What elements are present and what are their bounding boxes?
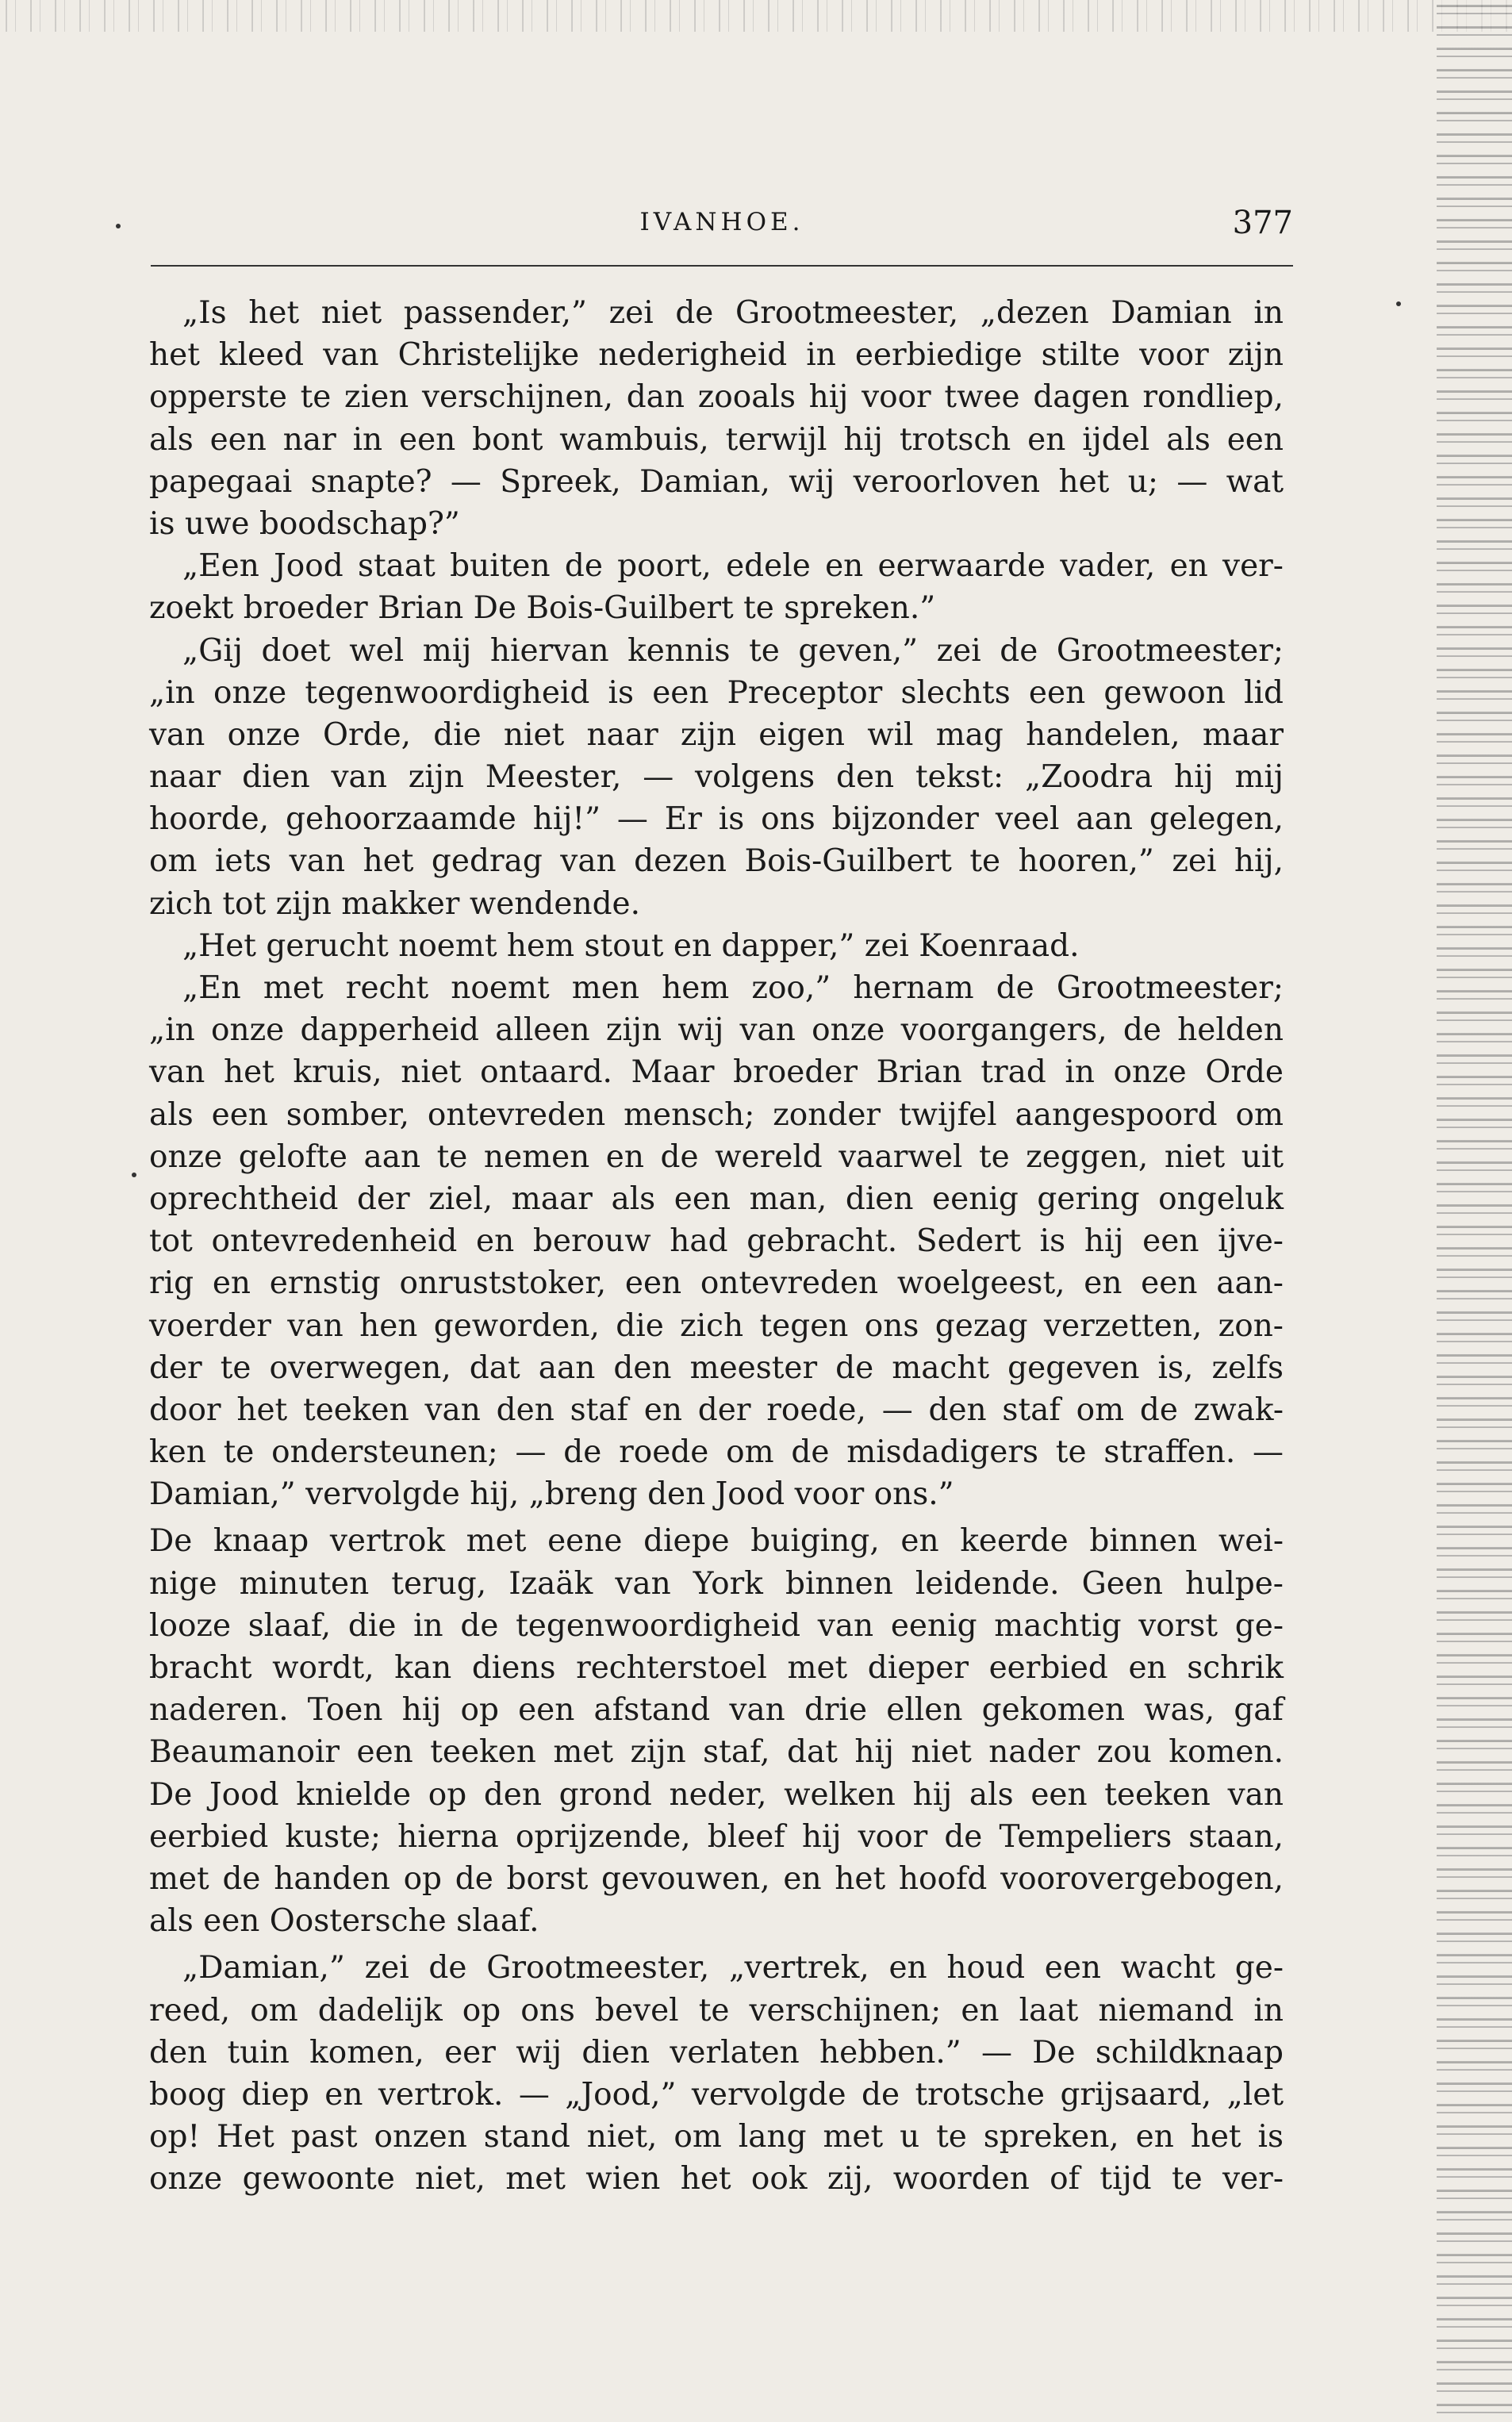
text-line: „Een Jood staat buiten de poort, edele en eerwaarde vader, en ver- — [182, 548, 1284, 585]
text-line: onze gelofte aan te nemen en de wereld vaarwel te zeggen, niet uit — [149, 1138, 1284, 1175]
text-line: naderen. Toen hij op een afstand van drie ellen gekomen was, gaf — [149, 1692, 1284, 1729]
text-line: „En met recht noemt men hem zoo,” hernam de Grootmeester; — [182, 970, 1284, 1006]
text-line: zoekt broeder Brian De Bois-Guilbert te spreken.” — [149, 590, 936, 627]
text-line: zich tot zijn makker wendende. — [149, 885, 641, 922]
text-line: van onze Orde, die niet naar zijn eigen wil mag handelen, maar — [149, 716, 1284, 753]
text-line: nige minuten terug, Izaäk van York binnen leidende. Geen hulpe- — [149, 1565, 1284, 1602]
ink-speck — [116, 224, 121, 228]
ink-speck — [1396, 301, 1401, 306]
text-line: hoorde, gehoorzaamde hij!” — Er is ons bijzonder veel aan gelegen, — [149, 801, 1284, 838]
text-line: voerder van hen geworden, die zich tegen ons gezag verzetten, zon- — [149, 1307, 1284, 1344]
text-line: looze slaaf, die in de tegenwoordigheid van eenig machtig vorst ge- — [149, 1607, 1284, 1644]
header-rule — [151, 265, 1293, 267]
text-line: „in onze tegenwoordigheid is een Preceptor slechts een gewoon lid — [149, 674, 1284, 711]
body-text — [149, 292, 1284, 2200]
text-line: den tuin komen, eer wij dien verlaten hebben.” — De schildknaap — [149, 2034, 1284, 2071]
text-line: „Is het niet passender,” zei de Grootmeester, „dezen Damian in — [182, 295, 1284, 331]
text-line: reed, om dadelijk op ons bevel te verschijnen; en laat niemand in — [149, 1992, 1284, 2029]
running-title: IVANHOE. — [639, 208, 804, 236]
text-line: onze gewoonte niet, met wien het ook zij, woorden of tijd te ver- — [149, 2161, 1284, 2197]
page-edge-top — [0, 0, 1512, 32]
text-line: boog diep en vertrok. — „Jood,” vervolgde de trotsche grijsaard, „let — [149, 2076, 1284, 2113]
text-line: opperste te zien verschijnen, dan zooals hij voor twee dagen rondliep, — [149, 379, 1284, 416]
text-line: De Jood knielde op den grond neder, welken hij als een teeken van — [149, 1776, 1284, 1813]
text-line: om iets van het gedrag van dezen Bois-Guilbert te hooren,” zei hij, — [149, 843, 1284, 880]
text-line: „in onze dapperheid alleen zijn wij van onze voorgangers, de helden — [149, 1012, 1284, 1049]
text-line: met de handen op de borst gevouwen, en het hoofd voorovergebogen, — [149, 1860, 1284, 1897]
page-header — [151, 197, 1293, 244]
page-number: 377 — [1232, 205, 1293, 241]
page-edge-right — [1437, 0, 1512, 2422]
text-line: als een somber, ontevreden mensch; zonder twijfel aangespoord om — [149, 1096, 1284, 1133]
text-line: papegaai snapte? — Spreek, Damian, wij veroorloven het u; — wat — [149, 463, 1284, 500]
text-line: van het kruis, niet ontaard. Maar broeder Brian trad in onze Orde — [149, 1054, 1284, 1091]
text-line: eerbied kuste; hierna oprijzende, bleef hij voor de Tempeliers staan, — [149, 1818, 1284, 1855]
text-line: der te overwegen, dat aan den meester de macht gegeven is, zelfs — [149, 1349, 1284, 1386]
text-line: op! Het past onzen stand niet, om lang met u te spreken, en het is — [149, 2119, 1284, 2155]
text-line: naar dien van zijn Meester, — volgens den tekst: „Zoodra hij mij — [149, 759, 1284, 796]
ink-speck — [132, 1173, 136, 1177]
text-line: als een nar in een bont wambuis, terwijl hij trotsch en ijdel als een — [149, 421, 1284, 458]
text-line: tot ontevredenheid en berouw had gebracht. Sedert is hij een ijve- — [149, 1223, 1284, 1260]
text-line: bracht wordt, kan diens rechterstoel met dieper eerbied en schrik — [149, 1650, 1284, 1686]
text-line: als een Oostersche slaaf. — [149, 1903, 539, 1940]
text-line: De knaap vertrok met eene diepe buiging, en keerde binnen wei- — [149, 1523, 1284, 1560]
text-line: ken te ondersteunen; — de roede om de misdadigers te straffen. — — [149, 1434, 1284, 1471]
text-line: het kleed van Christelijke nederigheid in eerbiedige stilte voor zijn — [149, 337, 1284, 374]
text-line: door het teeken van den staf en der roede, — den staf om de zwak- — [149, 1391, 1284, 1428]
text-line: „Gij doet wel mij hiervan kennis te geven,” zei de Grootmeester; — [182, 632, 1284, 669]
text-line: „Het gerucht noemt hem stout en dapper,” zei Koenraad. — [182, 927, 1080, 964]
text-line: Damian,” vervolgde hij, „breng den Jood voor ons.” — [149, 1476, 954, 1513]
text-line: is uwe boodschap?” — [149, 505, 460, 542]
text-line: „Damian,” zei de Grootmeester, „vertrek, en houd een wacht ge- — [182, 1950, 1284, 1986]
text-line: Beaumanoir een teeken met zijn staf, dat hij niet nader zou komen. — [149, 1734, 1284, 1771]
text-line: rig en ernstig onruststoker, een ontevreden woelgeest, en een aan- — [149, 1265, 1284, 1302]
text-line: oprechtheid der ziel, maar als een man, dien eenig gering ongeluk — [149, 1180, 1284, 1217]
